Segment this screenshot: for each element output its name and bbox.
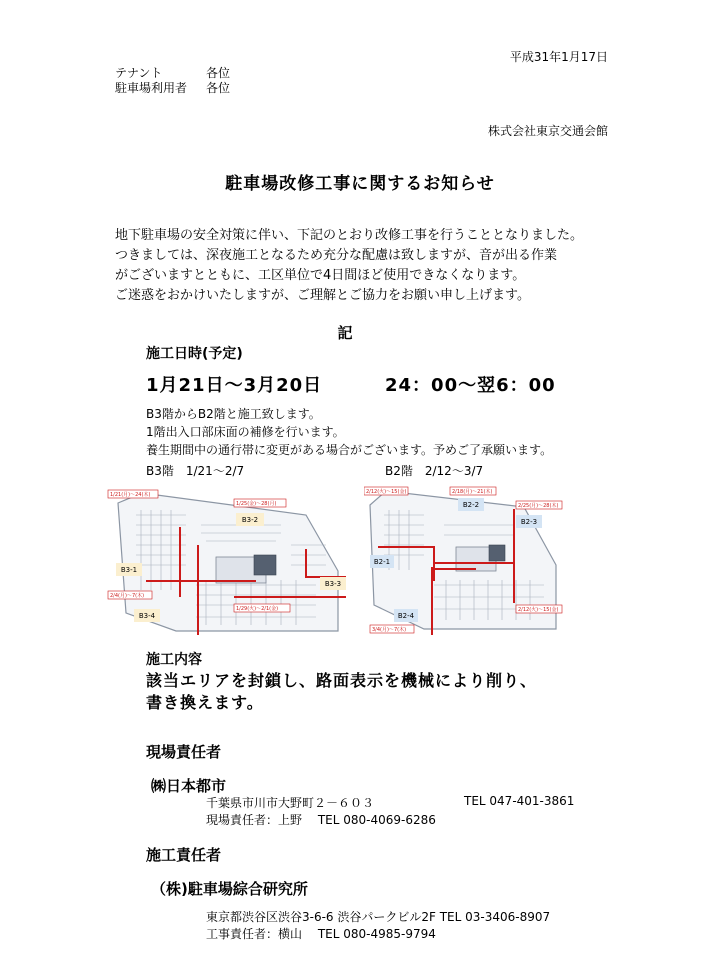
recipient-line (115, 66, 230, 81)
site-manager-contact: 現場責任者：上野 TEL 080-4069-6286 (206, 813, 436, 827)
zone-label: B2-3 (520, 518, 538, 526)
recipient-line (115, 81, 230, 96)
body-line: 地下駐車場の安全対策に伴い、下記のとおり改修工事を行うこととなりました。 (115, 228, 584, 243)
site-manager-heading: 現場責任者 (146, 743, 222, 761)
notice-date: 平成31年1月17日 (509, 50, 608, 64)
date-tag: 1/21(月)～24(木) (110, 492, 151, 498)
zone-label: B2-4 (397, 612, 415, 620)
floor-plan-b2 (364, 485, 564, 635)
body-line: がございますとともに、工区単位で4日間ほど使用できなくなります。 (115, 268, 526, 283)
notice-title: 駐車場改修工事に関するお知らせ (225, 174, 495, 194)
ki-marker: 記 (337, 324, 353, 342)
zone-label: B3-3 (324, 580, 342, 588)
zone-label: B3-2 (241, 516, 259, 524)
construction-manager-contact: 工事責任者：横山 TEL 080-4985-9794 (206, 927, 436, 941)
date-tag: 2/12(火)～15(金) (366, 489, 407, 495)
date-tag: 2/4(月)～7(木) (110, 593, 145, 599)
date-tag: 2/18(月)～21(木) (452, 489, 493, 495)
core-block (254, 555, 276, 575)
construction-manager-heading: 施工責任者 (146, 846, 222, 864)
date-tag: 3/4(月)～7(木) (372, 627, 407, 633)
construction-manager-address: 東京都渋谷区渋谷3-6-6 渋谷パークビル2F TEL 03-3406-8907 (206, 910, 551, 924)
schedule-note: B3階からB2階と施工致します。 (146, 407, 321, 421)
core-block (489, 545, 505, 561)
recipient-name: 駐車場利用者 (115, 81, 188, 95)
floor-plan-b3 (106, 485, 346, 635)
recipient-name: テナント (115, 66, 163, 80)
zone-label: B3-1 (120, 566, 138, 574)
schedule-note: 養生期間中の通行帯に変更がある場合がございます。予めご了承願います。 (146, 443, 553, 457)
zone-label: B2-2 (462, 501, 480, 509)
sender-company: 株式会社東京交通会館 (487, 124, 608, 138)
construction-manager-company: （株)駐車場綜合研究所 (151, 880, 308, 898)
schedule-note: 1階出入口部床面の補修を行います。 (146, 425, 345, 439)
site-manager-company: ㈱日本都市 (151, 777, 227, 795)
floor-schedule-b2: B2階 2/12～3/7 (385, 464, 484, 478)
date-tag: 1/29(火)～2/1(金) (236, 606, 279, 612)
schedule-time-range: 24：00～翌6：00 (385, 375, 556, 396)
date-tag: 1/25(金)～28(月) (236, 501, 277, 507)
zone-label: B2-1 (373, 558, 391, 566)
date-tag: 2/25(月)～28(木) (518, 503, 559, 509)
floor-schedule-b3: B3階 1/21～2/7 (146, 464, 245, 478)
body-line: ご迷惑をおかけいたしますが、ご理解とご協力をお願い申し上げます。 (115, 288, 530, 303)
work-heading: 施工内容 (146, 652, 202, 668)
schedule-date-range: 1月21日～3月20日 (146, 375, 323, 396)
work-description: 該当エリアを封鎖し、路面表示を機械により削り、 (146, 671, 538, 690)
body-line: つきましては、深夜施工となるため充分な配慮は致しますが、音が出る作業 (115, 248, 558, 263)
site-manager-tel: TEL 047-401-3861 (464, 794, 575, 808)
date-tag: 2/12(火)～15(金) (518, 607, 559, 613)
work-description: 書き換えます。 (146, 693, 264, 712)
recipient-honorific: 各位 (206, 81, 231, 95)
zone-label: B3-4 (138, 612, 156, 620)
schedule-heading: 施工日時(予定) (146, 346, 243, 362)
recipient-honorific: 各位 (206, 66, 231, 80)
site-manager-address: 千葉県市川市大野町２－６０３ (206, 796, 375, 810)
